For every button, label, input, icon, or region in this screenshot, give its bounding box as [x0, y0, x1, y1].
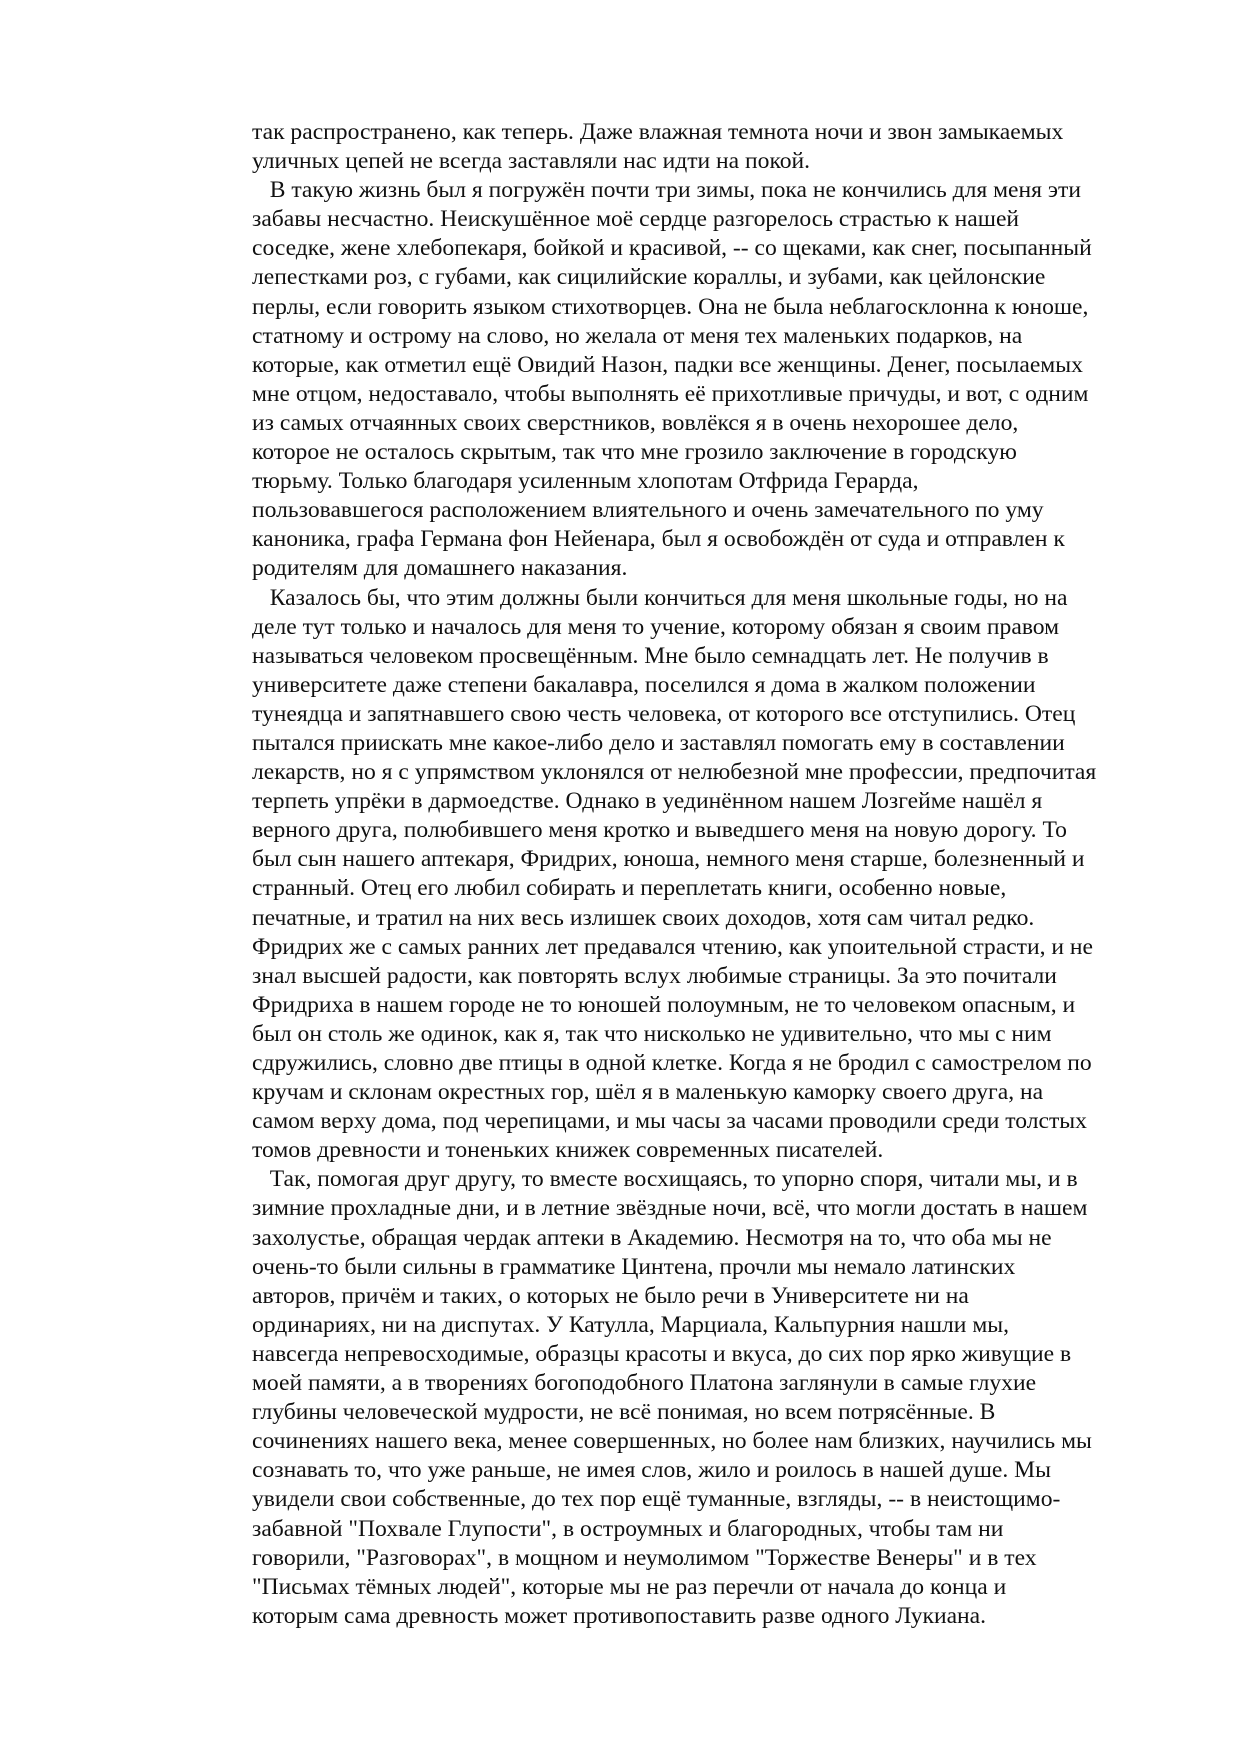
text-line: тунеядца и запятнавшего свою честь человека, от которого все отступились. Отец	[252, 700, 1076, 727]
text-line: уличных цепей не всегда заставляли нас идти на покой.	[252, 148, 811, 175]
text-line: соседке, жене хлебопекаря, бойкой и красивой, -- со щеками, как снег, посыпанный	[252, 235, 1092, 262]
text-line: говорили, "Разговорах", в мощном и неумолимом "Торжестве Венеры" и в тех	[252, 1544, 1037, 1571]
text-line: родителям для домашнего наказания.	[252, 555, 628, 582]
text-line: зимние прохладные дни, и в летние звёздные ночи, всё, что могли достать в нашем	[252, 1195, 1088, 1222]
text-line: которое не осталось скрытым, так что мне грозило заключение в городскую	[252, 439, 1017, 466]
text-line: Фридрих же с самых ранних лет предавался чтению, как упоительной страсти, и не	[252, 933, 1094, 960]
text-line: очень-то были сильны в грамматике Цинтена, прочли мы немало латинских	[252, 1253, 1016, 1280]
text-line: сочинениях нашего века, менее совершенных, но более нам близких, научились мы	[252, 1428, 1092, 1455]
text-line: забавы несчастно. Неискушённое моё сердце разгорелось страстью к нашей	[252, 206, 1020, 233]
text-line: терпеть упрёки в дармоедстве. Однако в уединённом нашем Лозгейме нашёл я	[252, 788, 1043, 815]
text-line: "Письмах тёмных людей", которые мы не раз перечли от начала до конца и	[252, 1573, 1007, 1600]
text-line: захолустье, обращая чердак аптеки в Академию. Несмотря на то, что оба мы не	[252, 1224, 1052, 1251]
text-line: пытался приискать мне какое-либо дело и заставлял помогать ему в составлении	[252, 729, 1065, 756]
text-line: лепестками роз, с губами, как сицилийские кораллы, и зубами, как цейлонские	[252, 264, 1046, 291]
text-line: был он столь же одинок, как я, так что нисколько не удивительно, что мы с ним	[252, 1020, 1052, 1047]
text-line: университете даже степени бакалавра, поселился я дома в жалком положении	[252, 671, 1036, 698]
body-text	[252, 118, 1152, 1631]
text-line: верного друга, полюбившего меня кротко и выведшего меня на новую дорогу. То	[252, 817, 1067, 844]
text-line: увидели свои собственные, до тех пор ещё туманные, взгляды, -- в неистощимо-	[252, 1486, 1061, 1513]
text-line: перлы, если говорить языком стихотворцев. Она не была неблагосклонна к юноше,	[252, 293, 1089, 320]
text-line: самом верху дома, под черепицами, и мы часы за часами проводили среди толстых	[252, 1108, 1087, 1135]
text-line: каноника, графа Германа фон Нейенара, был я освобождён от суда и отправлен к	[252, 526, 1065, 553]
text-line: знал высшей радости, как повторять вслух любимые страницы. За это почитали	[252, 962, 1057, 989]
text-line: деле тут только и началось для меня то учение, которому обязан я своим правом	[252, 613, 1060, 640]
text-line: лекарств, но я с упрямством уклонялся от нелюбезной мне профессии, предпочитая	[252, 759, 1097, 786]
text-line: ординариях, ни на диспутах. У Катулла, Марциала, Кальпурния нашли мы,	[252, 1311, 1010, 1338]
text-line: В такую жизнь был я погружён почти три зимы, пока не кончились для меня эти	[252, 177, 1081, 204]
text-line: так распространено, как теперь. Даже влажная темнота ночи и звон замыкаемых	[252, 119, 1064, 145]
text-line: которые, как отметил ещё Овидий Назон, падки все женщины. Денег, посылаемых	[252, 351, 1083, 378]
text-line: из самых отчаянных своих сверстников, вовлёкся я в очень нехорошее дело,	[252, 409, 1019, 436]
text-line: томов древности и тоненьких книжек современных писателей.	[252, 1137, 884, 1164]
text-line: был сын нашего аптекаря, Фридрих, юноша, немного меня старше, болезненный и	[252, 846, 1085, 873]
text-line: Так, помогая друг другу, то вместе восхищаясь, то упорно споря, читали мы, и в	[252, 1166, 1078, 1193]
text-line: называться человеком просвещённым. Мне было семнадцать лет. Не получив в	[252, 642, 1049, 669]
text-line: сдружились, словно две птицы в одной клетке. Когда я не бродил с самострелом по	[252, 1050, 1092, 1076]
text-line: сознавать то, что уже раньше, не имея слов, жило и роилось в нашей душе. Мы	[252, 1457, 1051, 1484]
text-line: пользовавшегося расположением влиятельного и очень замечательного по уму	[252, 497, 1044, 524]
text-line: статному и острому на слово, но желала от меня тех маленьких подарков, на	[252, 322, 1023, 349]
text-line: мне отцом, недоставало, чтобы выполнять её прихотливые причуды, и вот, с одним	[252, 380, 1089, 407]
text-line: которым сама древность может противопоставить разве одного Лукиана.	[252, 1602, 987, 1629]
text-line: кручам и склонам окрестных гор, шёл я в маленькую каморку своего друга, на	[252, 1079, 1044, 1106]
text-line: странный. Отец его любил собирать и переплетать книги, особенно новые,	[252, 875, 1007, 902]
text-line: тюрьму. Только благодаря усиленным хлопотам Отфрида Герарда,	[252, 468, 919, 495]
text-line: навсегда непревосходимые, образцы красоты и вкуса, до сих пор ярко живущие в	[252, 1340, 1072, 1367]
text-line: глубины человеческой мудрости, не всё понимая, но всем потрясённые. В	[252, 1399, 996, 1426]
text-line: Казалось бы, что этим должны были кончиться для меня школьные годы, но на	[252, 584, 1068, 611]
text-line: авторов, причём и таких, о которых не было речи в Университете ни на	[252, 1282, 969, 1309]
text-line: Фридриха в нашем городе не то юношей полоумным, не то человеком опасным, и	[252, 991, 1076, 1018]
text-line: моей памяти, а в творениях богоподобного Платона заглянули в самые глухие	[252, 1370, 1037, 1397]
text-line: печатные, и тратил на них весь излишек своих доходов, хотя сам читал редко.	[252, 904, 1035, 931]
text-line: забавной "Похвале Глупости", в остроумных и благородных, чтобы там ни	[252, 1515, 1004, 1542]
